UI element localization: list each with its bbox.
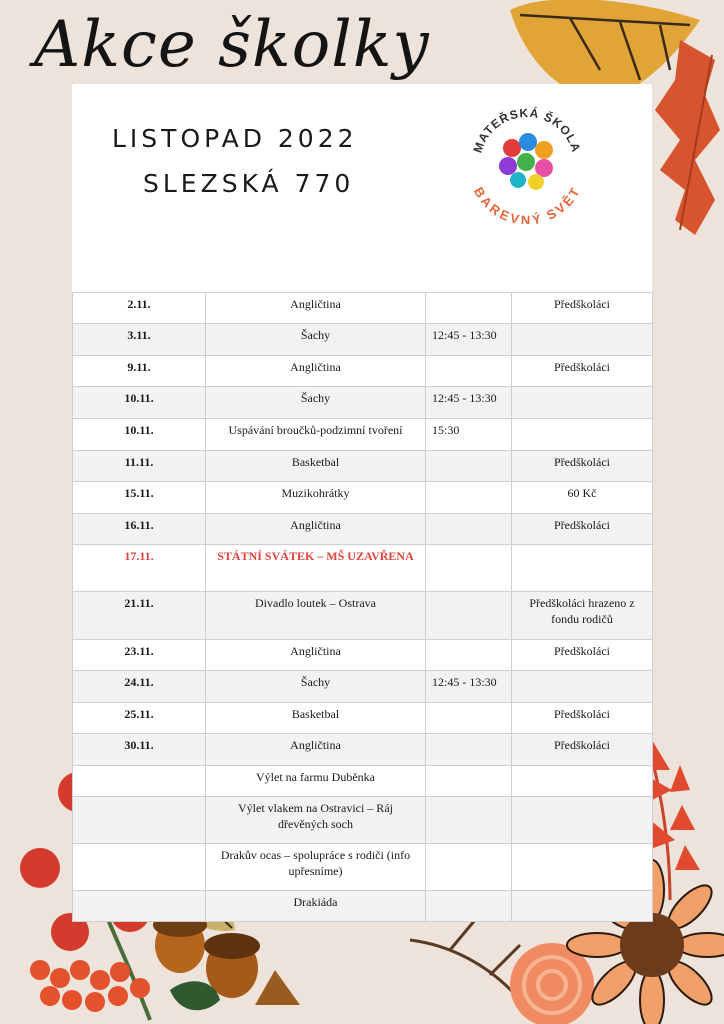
table-row (73, 324, 653, 356)
event-cell: Basketbal (206, 703, 426, 734)
event-cell: Šachy (206, 324, 426, 356)
event-cell: Šachy (206, 387, 426, 419)
table-row (73, 387, 653, 419)
event-cell: Výlet vlakem na Ostravici – Ráj dřevěných soch (206, 797, 426, 844)
time-cell (426, 451, 512, 482)
logo-top-text: MATEŘSKÁ ŠKOLA (470, 105, 584, 155)
date-cell: 24.11. (73, 671, 206, 703)
date-cell: 25.11. (73, 703, 206, 734)
svg-text:BAREVNÝ SVĚT (471, 185, 583, 224)
time-cell (426, 545, 512, 592)
event-cell: Uspávání broučků-podzimní tvoření (206, 419, 426, 451)
note-cell: Předškoláci (512, 640, 653, 671)
time-cell: 12:45 - 13:30 (426, 671, 512, 703)
table-row-holiday (73, 545, 653, 592)
date-cell (73, 797, 206, 844)
date-cell: 11.11. (73, 451, 206, 482)
time-cell: 15:30 (426, 419, 512, 451)
note-cell (512, 891, 653, 922)
note-cell (512, 419, 653, 451)
date-cell: 23.11. (73, 640, 206, 671)
time-cell (426, 797, 512, 844)
table-row (73, 891, 653, 922)
event-cell: Šachy (206, 671, 426, 703)
date-cell: 10.11. (73, 419, 206, 451)
table-row (73, 797, 653, 844)
time-cell (426, 891, 512, 922)
month-subtitle: LISTOPAD 2022 (112, 124, 358, 153)
date-cell: 21.11. (73, 592, 206, 640)
note-cell: Předškoláci (512, 514, 653, 545)
time-cell (426, 592, 512, 640)
date-cell: 16.11. (73, 514, 206, 545)
table-row (73, 482, 653, 514)
date-cell: 2.11. (73, 293, 206, 324)
note-cell (512, 387, 653, 419)
table-row (73, 592, 653, 640)
events-table (72, 292, 653, 922)
table-row (73, 451, 653, 482)
time-cell: 12:45 - 13:30 (426, 387, 512, 419)
school-logo (462, 96, 592, 224)
table-row (73, 356, 653, 387)
note-cell (512, 797, 653, 844)
table-row (73, 734, 653, 766)
event-cell: Angličtina (206, 356, 426, 387)
event-cell: Divadlo loutek – Ostrava (206, 592, 426, 640)
table-row (73, 293, 653, 324)
time-cell (426, 734, 512, 766)
table-row (73, 766, 653, 797)
note-cell (512, 671, 653, 703)
note-cell: 60 Kč (512, 482, 653, 514)
time-cell (426, 844, 512, 891)
event-cell: STÁTNÍ SVÁTEK – MŠ UZAVŘENA (206, 545, 426, 592)
date-cell: 10.11. (73, 387, 206, 419)
address-subtitle: SLEZSKÁ 770 (143, 169, 355, 198)
page-title: Akce školky (34, 8, 430, 82)
note-cell: Předškoláci (512, 703, 653, 734)
event-cell: Drakův ocas – spolupráce s rodiči (info upřesníme) (206, 844, 426, 891)
date-cell: 9.11. (73, 356, 206, 387)
date-cell: 17.11. (73, 545, 206, 592)
event-cell: Výlet na farmu Duběnka (206, 766, 426, 797)
event-cell: Drakiáda (206, 891, 426, 922)
event-cell: Angličtina (206, 640, 426, 671)
note-cell: Předškoláci (512, 734, 653, 766)
time-cell (426, 356, 512, 387)
note-cell: Předškoláci (512, 293, 653, 324)
date-cell (73, 844, 206, 891)
date-cell: 30.11. (73, 734, 206, 766)
time-cell (426, 703, 512, 734)
note-cell: Předškoláci (512, 451, 653, 482)
date-cell: 3.11. (73, 324, 206, 356)
table-row (73, 844, 653, 891)
table-row (73, 514, 653, 545)
event-cell: Basketbal (206, 451, 426, 482)
date-cell (73, 891, 206, 922)
logo-bottom-text: BAREVNÝ SVĚT (470, 184, 584, 224)
table-row (73, 419, 653, 451)
time-cell (426, 293, 512, 324)
table-row (73, 671, 653, 703)
note-cell (512, 844, 653, 891)
note-cell (512, 324, 653, 356)
colorful-hands-icon (499, 133, 553, 190)
time-cell (426, 640, 512, 671)
note-cell (512, 766, 653, 797)
event-cell: Angličtina (206, 734, 426, 766)
table-row (73, 703, 653, 734)
note-cell: Předškoláci (512, 356, 653, 387)
note-cell: Předškoláci hrazeno z fondu rodičů (512, 592, 653, 640)
time-cell (426, 766, 512, 797)
note-cell (512, 545, 653, 592)
table-row (73, 640, 653, 671)
time-cell: 12:45 - 13:30 (426, 324, 512, 356)
event-cell: Angličtina (206, 293, 426, 324)
time-cell (426, 514, 512, 545)
date-cell: 15.11. (73, 482, 206, 514)
date-cell (73, 766, 206, 797)
time-cell (426, 482, 512, 514)
event-cell: Angličtina (206, 514, 426, 545)
event-cell: Muzikohrátky (206, 482, 426, 514)
